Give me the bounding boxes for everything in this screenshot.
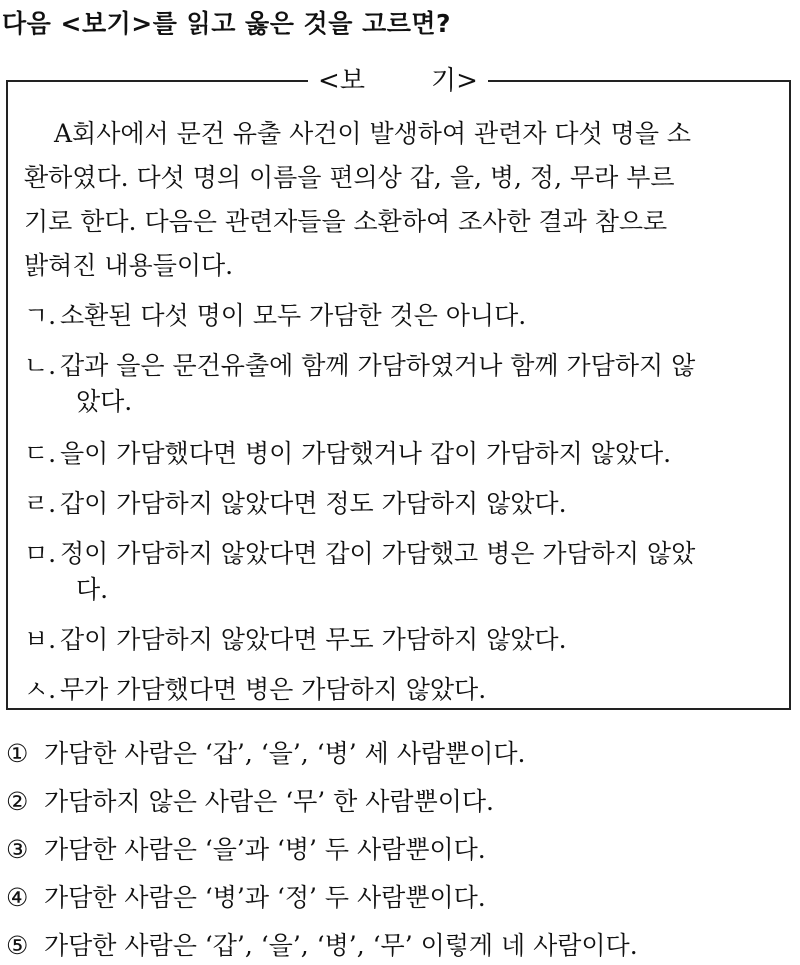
choice-number: ② xyxy=(6,787,29,816)
choice-number: ④ xyxy=(6,883,29,912)
condition-text: 갑이 가담하지 않았다면 정도 가담하지 않았다. xyxy=(60,489,567,518)
condition-text: 소환된 다섯 명이 모두 가담한 것은 아니다. xyxy=(60,301,527,330)
choice-number: ① xyxy=(6,739,29,768)
intro-line-1: A회사에서 문건 유출 사건이 발생하여 관련자 다섯 명을 소 xyxy=(54,119,692,148)
condition-text: 갑이 가담하지 않았다면 무도 가담하지 않았다. xyxy=(60,625,567,654)
condition-text: 정이 가담하지 않았다면 갑이 가담했고 병은 가담하지 않았 xyxy=(60,539,696,568)
condition-mark: ㄹ. xyxy=(24,489,57,518)
condition-item-5 xyxy=(24,534,695,570)
condition-item-1 xyxy=(24,296,526,332)
choice-4[interactable] xyxy=(6,878,486,914)
choice-3[interactable] xyxy=(6,830,486,866)
condition-item-7 xyxy=(24,670,486,706)
condition-mark: ㅅ. xyxy=(24,675,57,704)
condition-mark: ㅂ. xyxy=(24,625,57,654)
choice-number: ⑤ xyxy=(6,931,29,960)
condition-item-2 xyxy=(24,346,695,382)
intro-line-3: 기로 한다. 다음은 관련자들을 소환하여 조사한 결과 참으로 xyxy=(24,207,668,236)
choice-5[interactable] xyxy=(6,926,638,962)
condition-item-3 xyxy=(24,434,671,470)
condition-item-5-cont: 다. xyxy=(76,575,109,604)
condition-item-4 xyxy=(24,484,567,520)
condition-mark: ㄱ. xyxy=(24,301,57,330)
condition-item-6 xyxy=(24,620,567,656)
choice-1[interactable] xyxy=(6,734,525,770)
intro-line-2: 환하였다. 다섯 명의 이름을 편의상 갑, 을, 병, 정, 무라 부르 xyxy=(24,163,675,192)
bogi-title: <보 기> xyxy=(308,65,488,97)
condition-text: 갑과 을은 문건유출에 함께 가담하였거나 함께 가담하지 않 xyxy=(60,351,696,380)
condition-item-2-cont: 았다. xyxy=(76,387,133,416)
choice-2[interactable] xyxy=(6,782,494,818)
condition-text: 무가 가담했다면 병은 가담하지 않았다. xyxy=(60,675,487,704)
choice-text: 가담한 사람은 ‘갑’, ‘을’, ‘병’ 세 사람뿐이다. xyxy=(44,739,526,768)
choice-text: 가담한 사람은 ‘을’과 ‘병’ 두 사람뿐이다. xyxy=(44,835,486,864)
choice-text: 가담하지 않은 사람은 ‘무’ 한 사람뿐이다. xyxy=(44,787,494,816)
bogi-box xyxy=(6,66,791,710)
condition-text: 을이 가담했다면 병이 가담했거나 갑이 가담하지 않았다. xyxy=(60,439,672,468)
condition-mark: ㅁ. xyxy=(24,539,57,568)
choice-text: 가담한 사람은 ‘병’과 ‘정’ 두 사람뿐이다. xyxy=(44,883,486,912)
condition-mark: ㄷ. xyxy=(24,439,57,468)
intro-line-4: 밝혀진 내용들이다. xyxy=(24,251,234,280)
question-title: 다음 <보기>를 읽고 옳은 것을 고르면? xyxy=(2,9,452,38)
choice-number: ③ xyxy=(6,835,29,864)
choice-text: 가담한 사람은 ‘갑’, ‘을’, ‘병’, ‘무’ 이렇게 네 사람이다. xyxy=(44,931,638,960)
condition-mark: ㄴ. xyxy=(24,351,57,380)
